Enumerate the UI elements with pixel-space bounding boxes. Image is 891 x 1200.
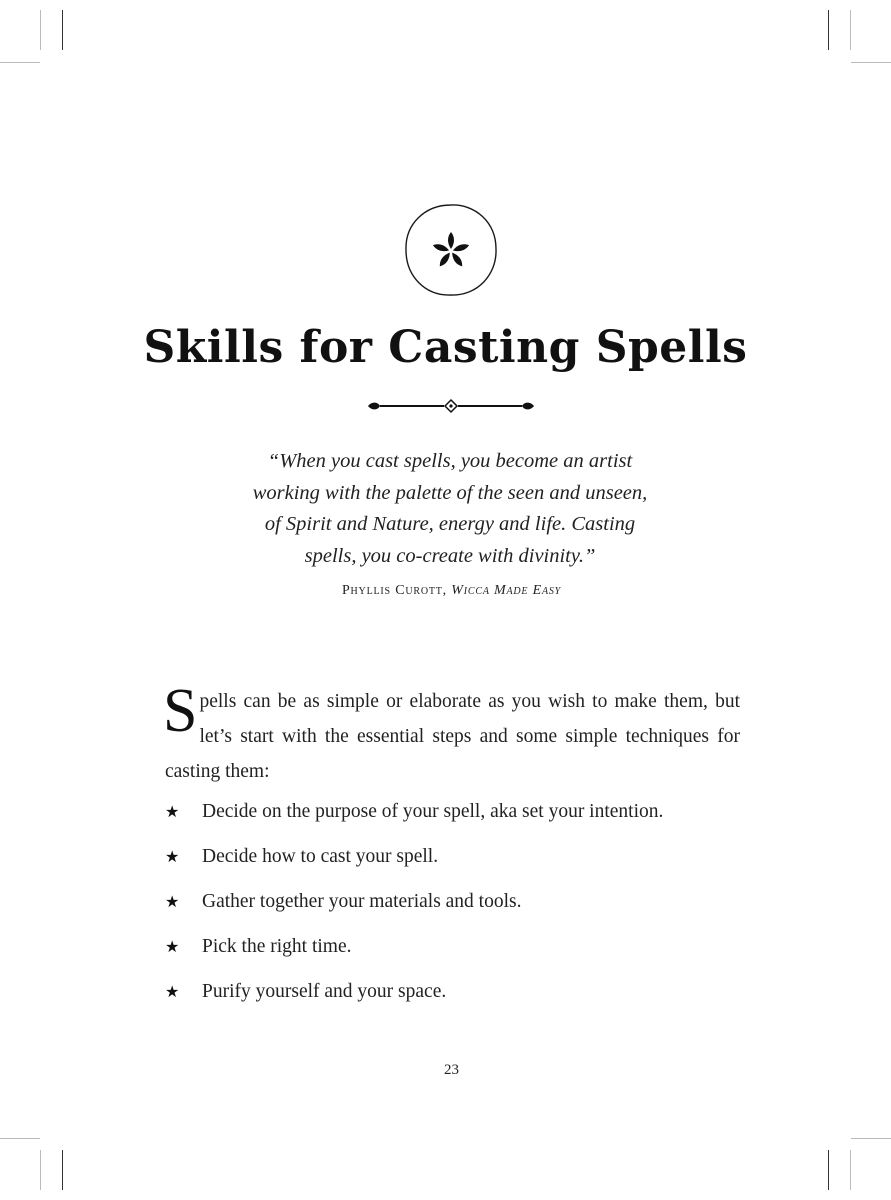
list-item	[165, 930, 765, 975]
drop-cap: S	[163, 677, 198, 745]
epigraph-line: spells, you co-create with divinity.”	[304, 544, 596, 567]
star-icon: ★	[165, 937, 180, 956]
list-item-text: Purify yourself and your space.	[202, 981, 447, 1002]
flower-in-circle-icon	[403, 202, 499, 298]
star-icon: ★	[165, 847, 180, 866]
crop-mark	[0, 62, 40, 63]
list-item	[165, 840, 765, 885]
chapter-title: Skills for Casting Spells	[143, 322, 748, 373]
intro-text: pells can be as simple or elaborate as you wish to make them, but let’s start with the essential steps and some simple techniques for casting them:	[165, 691, 740, 782]
list-item	[165, 975, 765, 1020]
epigraph-attribution	[0, 583, 891, 599]
list-item-text: Decide on the purpose of your spell, aka set your intention.	[202, 801, 664, 822]
crop-mark	[850, 10, 851, 50]
epigraph-line: “When you cast spells, you become an artist	[267, 450, 633, 472]
epigraph-line: working with the palette of the seen and unseen,	[252, 481, 648, 504]
crop-mark	[40, 10, 41, 50]
crop-mark	[851, 1138, 891, 1139]
crop-mark	[0, 1138, 40, 1139]
epigraph-line: of Spirit and Nature, energy and life. Casting	[264, 513, 636, 535]
star-icon: ★	[165, 982, 180, 1001]
crop-mark	[851, 62, 891, 63]
list-item	[165, 795, 765, 840]
star-icon: ★	[165, 802, 180, 821]
list-item-text: Pick the right time.	[202, 936, 352, 957]
crop-mark	[62, 1150, 63, 1190]
star-icon: ★	[165, 892, 180, 911]
crop-mark	[850, 1150, 851, 1190]
crop-mark	[828, 1150, 829, 1190]
list-item-text: Decide how to cast your spell.	[202, 846, 439, 867]
epigraph-author: Phyllis Curott,	[341, 583, 447, 598]
epigraph-quote	[200, 446, 700, 572]
page-number: 23	[444, 1062, 459, 1078]
crop-mark	[828, 10, 829, 50]
crop-mark	[62, 10, 63, 50]
intro-paragraph	[163, 677, 740, 789]
ornamental-rule-icon	[366, 398, 536, 414]
crop-mark	[40, 1150, 41, 1190]
epigraph-work-title: Wicca Made Easy	[451, 583, 562, 598]
list-item	[165, 885, 765, 930]
steps-list	[165, 795, 765, 1020]
list-item-text: Gather together your materials and tools.	[202, 891, 522, 912]
